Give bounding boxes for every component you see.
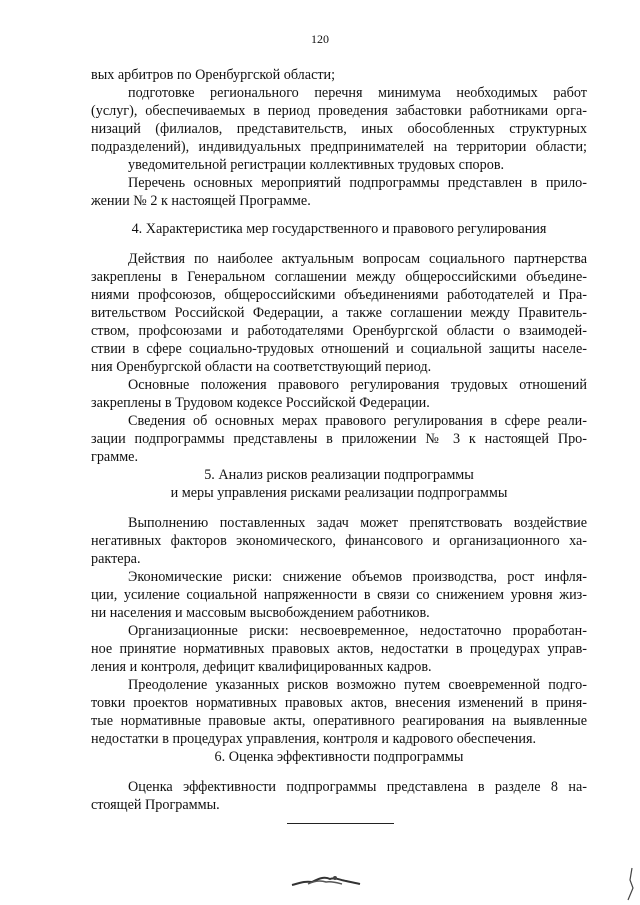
text-line: рактера. bbox=[91, 551, 141, 567]
text-line: Действия по наиболее актуальным вопросам социального партнерства bbox=[128, 251, 587, 267]
section-heading: 5. Анализ рисков реализации подпрограммы bbox=[204, 467, 474, 483]
text-line: ления и контроля, дефицит квалифицированных кадров. bbox=[91, 659, 432, 675]
text-line: тые нормативные правовые акты, оперативного реагирования на выявленные bbox=[91, 713, 587, 729]
end-separator-line bbox=[287, 823, 394, 824]
text-line: подразделений), индивидуальных предпринимателей на территории области; bbox=[91, 139, 587, 155]
text-line: закреплены в Трудовом кодексе Российской Федерации. bbox=[91, 395, 430, 411]
text-line: ни населения и массовым высвобождением работников. bbox=[91, 605, 430, 621]
text-line: низаций (филиалов, представительств, иных обособленных структурных bbox=[91, 121, 587, 137]
section-heading: 6. Оценка эффективности подпрограммы bbox=[214, 749, 464, 765]
text-line: жении № 2 к настоящей Программе. bbox=[91, 193, 311, 209]
text-line: недостатки в процедурах управления, контроля и кадрового обеспечения. bbox=[91, 731, 537, 747]
section-heading: 4. Характеристика мер государственного и правового регулирования bbox=[131, 221, 547, 237]
scan-edge-mark bbox=[624, 866, 636, 902]
text-line: (услуг), обеспечиваемых в период проведения забастовки работниками орга- bbox=[91, 103, 587, 119]
text-line: Основные положения правового регулирования трудовых отношений bbox=[128, 377, 587, 393]
text-line: товки проектов нормативных правовых актов, внесения изменений в приня- bbox=[91, 695, 587, 711]
text-line: ствии в сфере социально-трудовых отношений и социальной защиты населе- bbox=[91, 341, 587, 357]
text-line: Выполнению поставленных задач может препятствовать воздействие bbox=[128, 515, 587, 531]
text-line: ниями профсоюзов, общероссийскими объединениями работодателей и Пра- bbox=[91, 287, 587, 303]
text-line: закреплены в Генеральном соглашении между общероссийскими объедине- bbox=[91, 269, 587, 285]
text-line: Преодоление указанных рисков возможно путем своевременной подго- bbox=[128, 677, 587, 693]
text-line: уведомительной регистрации коллективных трудовых споров. bbox=[128, 157, 505, 173]
scan-smudge-mark bbox=[290, 873, 362, 889]
text-line: вых арбитров по Оренбургской области; bbox=[91, 67, 336, 83]
text-line: Сведения об основных мерах правового регулирования в сфере реали- bbox=[128, 413, 587, 429]
text-line: Оценка эффективности подпрограммы представлена в разделе 8 на- bbox=[128, 779, 587, 795]
text-line: Организационные риски: несвоевременное, недостаточно проработан- bbox=[128, 623, 587, 639]
text-line: ции, усиление социальной напряженности в связи со снижением уровня жиз- bbox=[91, 587, 587, 603]
text-line: ния Оренбургской области на соответствующий период. bbox=[91, 359, 432, 375]
text-line: негативных факторов экономического, финансового и организационного ха- bbox=[91, 533, 587, 549]
text-line: зации подпрограммы представлены в приложении № 3 к настоящей Про- bbox=[91, 431, 587, 447]
text-line: ное принятие нормативных правовых актов, недостатки в процедурах управ- bbox=[91, 641, 587, 657]
text-line: стоящей Программы. bbox=[91, 797, 220, 813]
text-line: вительством Российской Федерации, а также соглашении между Правитель- bbox=[91, 305, 587, 321]
page-number: 120 bbox=[311, 32, 329, 46]
text-line: подготовке регионального перечня минимума необходимых работ bbox=[128, 85, 587, 101]
text-line: грамме. bbox=[91, 449, 139, 465]
text-line: ством, профсоюзами и работодателями Оренбургской области о взаимодей- bbox=[91, 323, 587, 339]
section-heading: и меры управления рисками реализации подпрограммы bbox=[170, 485, 508, 501]
text-line: Экономические риски: снижение объемов производства, рост инфля- bbox=[128, 569, 587, 585]
text-line: Перечень основных мероприятий подпрограммы представлен в прило- bbox=[128, 175, 587, 191]
